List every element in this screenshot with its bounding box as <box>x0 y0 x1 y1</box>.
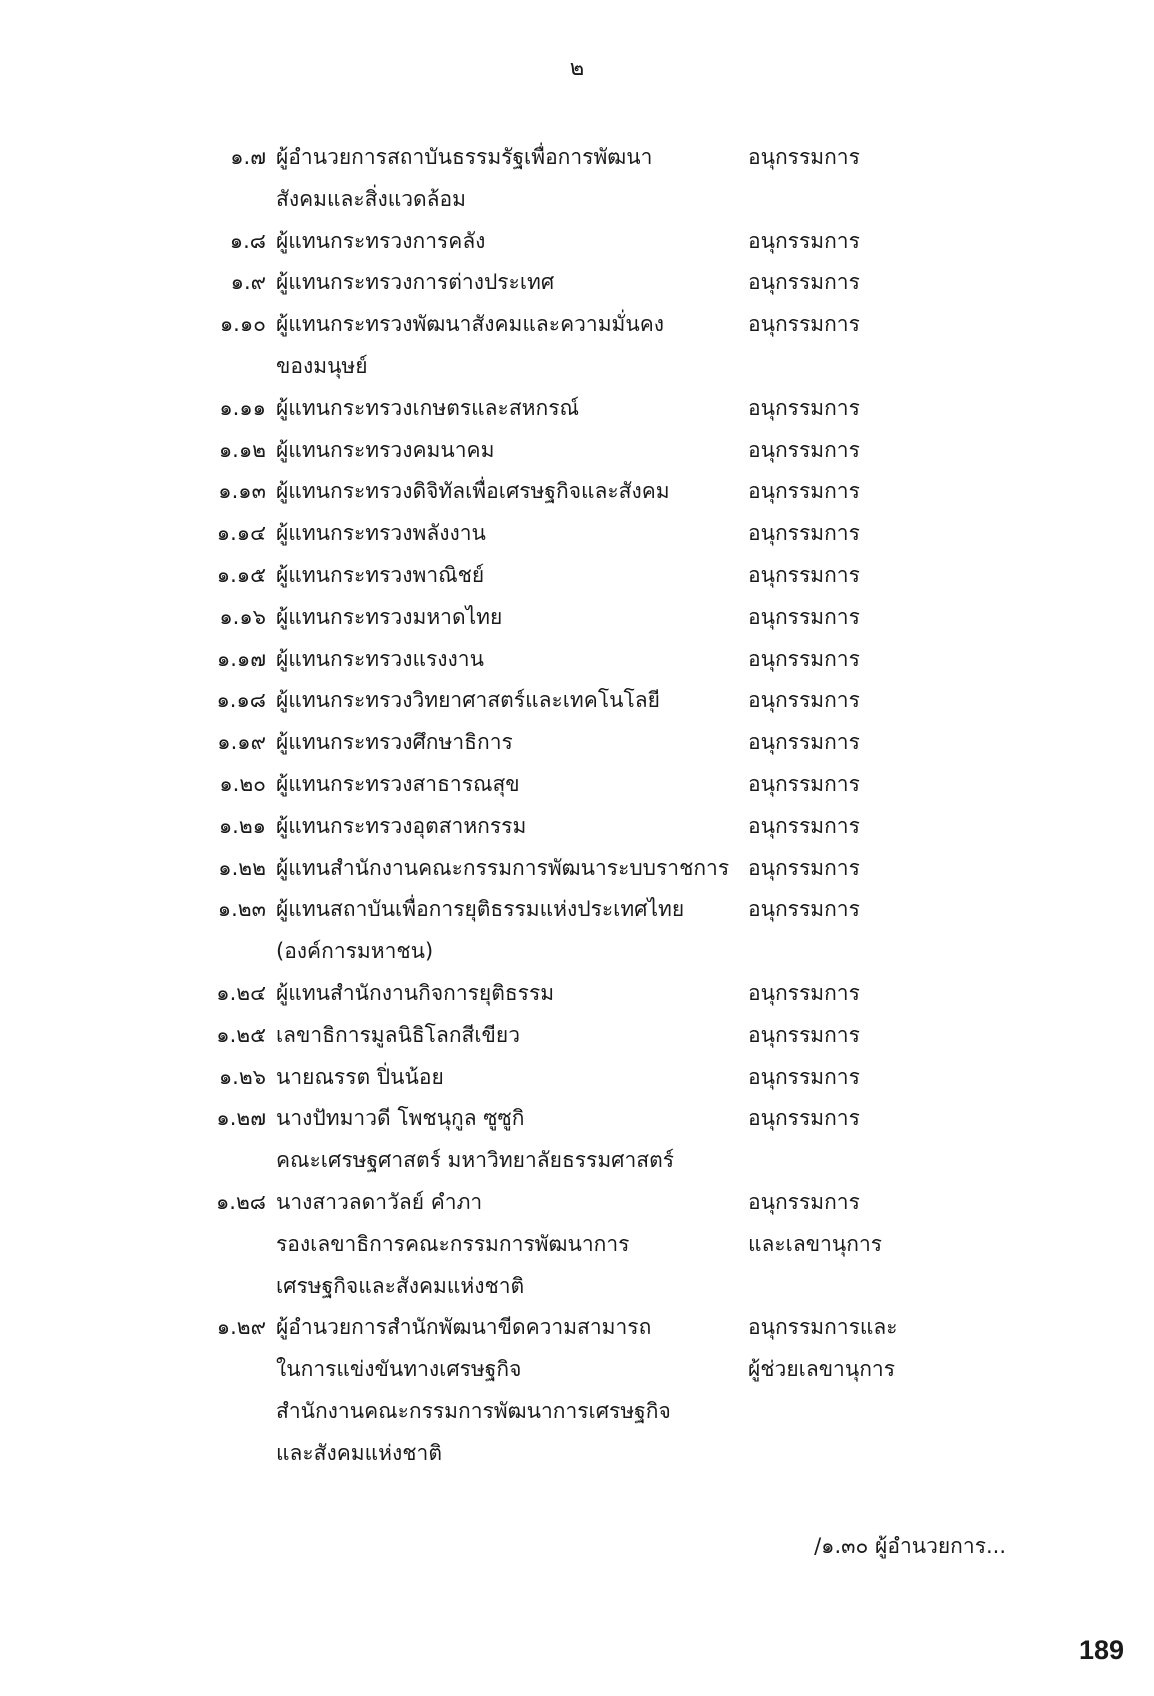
item-description: ผู้แทนกระทรวงเกษตรและสหกรณ์ <box>276 395 579 420</box>
item-number: ๑.๒๖ <box>218 1064 266 1089</box>
item-description: ผู้แทนกระทรวงสาธารณสุข <box>276 771 520 796</box>
item-description: ผู้แทนสถาบันเพื่อการยุติธรรมแห่งประเทศไทย <box>276 897 685 922</box>
list-item <box>0 1062 1154 1104</box>
list-item <box>0 226 1154 268</box>
item-number: ๑.๒๔ <box>216 980 266 1005</box>
item-role: ผู้ช่วยเลขานุการ <box>748 1357 895 1382</box>
item-number: ๑.๒๘ <box>215 1189 266 1214</box>
item-number: ๑.๑๑ <box>219 395 266 420</box>
list-item <box>0 1271 1154 1313</box>
item-description: ผู้แทนกระทรวงการต่างประเทศ <box>276 270 555 295</box>
item-role: อนุกรรมการ <box>748 145 860 169</box>
item-number: ๑.๑๕ <box>216 562 266 587</box>
item-description: และสังคมแห่งชาติ <box>276 1440 442 1465</box>
item-number: ๑.๑๖ <box>219 604 266 629</box>
list-item <box>0 1312 1154 1354</box>
item-number: ๑.๘ <box>229 228 266 253</box>
item-number: ๑.๑๓ <box>218 479 266 504</box>
list-item <box>0 1354 1154 1396</box>
list-item <box>0 267 1154 309</box>
item-role: อนุกรรมการ <box>748 562 860 587</box>
item-number: ๑.๑๔ <box>216 521 266 546</box>
list-item <box>0 978 1154 1020</box>
item-number: ๑.๒๗ <box>216 1106 266 1131</box>
item-number: ๑.๙ <box>230 270 266 295</box>
list-item <box>0 393 1154 435</box>
item-description: นางสาวลดาวัลย์ คำภา <box>276 1189 483 1214</box>
item-role: อนุกรรมการ <box>748 437 860 462</box>
list-item <box>0 1187 1154 1229</box>
item-description: ผู้แทนสำนักงานกิจการยุติธรรม <box>276 980 555 1005</box>
item-description: คณะเศรษฐศาสตร์ มหาวิทยาลัยธรรมศาสตร์ <box>276 1148 675 1173</box>
item-number: ๑.๒๐ <box>219 771 266 796</box>
list-item <box>0 435 1154 477</box>
item-description: ในการแข่งขันทางเศรษฐกิจ <box>276 1357 522 1382</box>
item-role: อนุกรรมการ <box>748 228 860 253</box>
item-role: อนุกรรมการ <box>748 479 860 504</box>
item-description: ผู้อำนวยการสำนักพัฒนาขีดความสามารถ <box>276 1315 652 1340</box>
item-role: อนุกรรมการ <box>748 395 860 420</box>
list-item <box>0 184 1154 226</box>
item-description: นางปัทมาวดี โพชนุกูล ซูซูกิ <box>276 1106 525 1131</box>
list-item <box>0 560 1154 602</box>
list-item <box>0 644 1154 686</box>
item-description: เศรษฐกิจและสังคมแห่งชาติ <box>276 1273 525 1298</box>
item-description: ผู้แทนกระทรวงอุตสาหกรรม <box>276 813 527 838</box>
item-role: อนุกรรมการ <box>748 1189 860 1214</box>
page-number-footer: 189 <box>1078 1635 1124 1665</box>
item-description: ผู้แทนกระทรวงมหาดไทย <box>276 604 503 629</box>
item-description: เลขาธิการมูลนิธิโลกสีเขียว <box>276 1022 520 1047</box>
list-item <box>0 894 1154 936</box>
item-role: อนุกรรมการ <box>748 980 860 1005</box>
list-item <box>0 853 1154 895</box>
item-number: ๑.๑๒ <box>218 437 266 462</box>
item-role: อนุกรรมการและ <box>748 1315 898 1340</box>
list-item <box>0 685 1154 727</box>
list-item <box>0 602 1154 644</box>
item-role: อนุกรรมการ <box>748 771 860 796</box>
list-item <box>0 518 1154 560</box>
list-item <box>0 1438 1154 1480</box>
item-number: ๑.๗ <box>230 145 266 169</box>
item-role: อนุกรรมการ <box>748 688 860 713</box>
list-item <box>0 351 1154 393</box>
item-description: ของมนุษย์ <box>276 353 368 378</box>
item-description: ผู้แทนสำนักงานคณะกรรมการพัฒนาระบบราชการ <box>276 855 730 880</box>
item-role: อนุกรรมการ <box>748 604 860 629</box>
item-role: อนุกรรมการ <box>748 730 860 755</box>
item-number: ๑.๑๗ <box>216 646 266 671</box>
item-role: อนุกรรมการ <box>748 646 860 671</box>
list-item <box>0 1103 1154 1145</box>
list-item <box>0 1229 1154 1271</box>
item-description: ผู้แทนกระทรวงคมนาคม <box>276 437 495 462</box>
item-description: ผู้แทนกระทรวงดิจิทัลเพื่อเศรษฐกิจและสังคม <box>276 479 670 504</box>
item-description: รองเลขาธิการคณะกรรมการพัฒนาการ <box>276 1231 630 1256</box>
item-role: อนุกรรมการ <box>748 855 860 880</box>
list-item <box>0 727 1154 769</box>
item-role: อนุกรรมการ <box>748 521 860 546</box>
item-number: ๑.๑๐ <box>219 312 266 337</box>
item-role: อนุกรรมการ <box>748 897 860 922</box>
item-description: ผู้อำนวยการสถาบันธรรมรัฐเพื่อการพัฒนา <box>276 145 653 169</box>
list-item <box>0 936 1154 978</box>
list-item <box>0 1396 1154 1438</box>
list-item <box>0 769 1154 811</box>
list-item <box>0 1145 1154 1187</box>
item-number: ๑.๑๘ <box>216 688 266 713</box>
item-role: อนุกรรมการ <box>748 1106 860 1131</box>
item-description: ผู้แทนกระทรวงการคลัง <box>276 228 486 253</box>
item-description: ผู้แทนกระทรวงศึกษาธิการ <box>276 730 513 755</box>
item-role: อนุกรรมการ <box>748 1022 860 1047</box>
item-description: ผู้แทนกระทรวงพัฒนาสังคมและความมั่นคง <box>276 312 665 337</box>
list-item <box>0 811 1154 853</box>
item-role: อนุกรรมการ <box>748 813 860 838</box>
item-role: อนุกรรมการ <box>748 312 860 337</box>
item-description: ผู้แทนกระทรวงพาณิชย์ <box>276 562 485 587</box>
page-number-top: ๒ <box>569 56 585 81</box>
committee-list <box>0 142 1154 1480</box>
item-role: และเลขานุการ <box>748 1231 883 1256</box>
item-number: ๑.๒๑ <box>218 813 266 838</box>
list-item <box>0 309 1154 351</box>
item-number: ๑.๒๒ <box>218 855 266 880</box>
item-role: อนุกรรมการ <box>748 270 860 295</box>
item-number: ๑.๒๙ <box>216 1315 266 1340</box>
list-item <box>0 1020 1154 1062</box>
list-item <box>0 142 1154 184</box>
item-role: อนุกรรมการ <box>748 1064 860 1089</box>
item-number: ๑.๑๙ <box>217 730 266 755</box>
item-description: ผู้แทนกระทรวงพลังงาน <box>276 521 486 546</box>
item-description: นายณรรต ปิ่นน้อย <box>276 1064 444 1089</box>
item-number: ๑.๒๓ <box>217 897 266 922</box>
continuation-note: /๑.๓๐ ผู้อำนวยการ... <box>814 1534 1006 1558</box>
item-description: สำนักงานคณะกรรมการพัฒนาการเศรษฐกิจ <box>276 1398 671 1423</box>
list-item <box>0 476 1154 518</box>
item-description: (องค์การมหาชน) <box>276 939 434 964</box>
item-description: ผู้แทนกระทรวงแรงงาน <box>276 646 484 671</box>
item-description: สังคมและสิ่งแวดล้อม <box>276 186 467 211</box>
item-number: ๑.๒๕ <box>216 1022 266 1047</box>
item-description: ผู้แทนกระทรวงวิทยาศาสตร์และเทคโนโลยี <box>276 688 660 713</box>
